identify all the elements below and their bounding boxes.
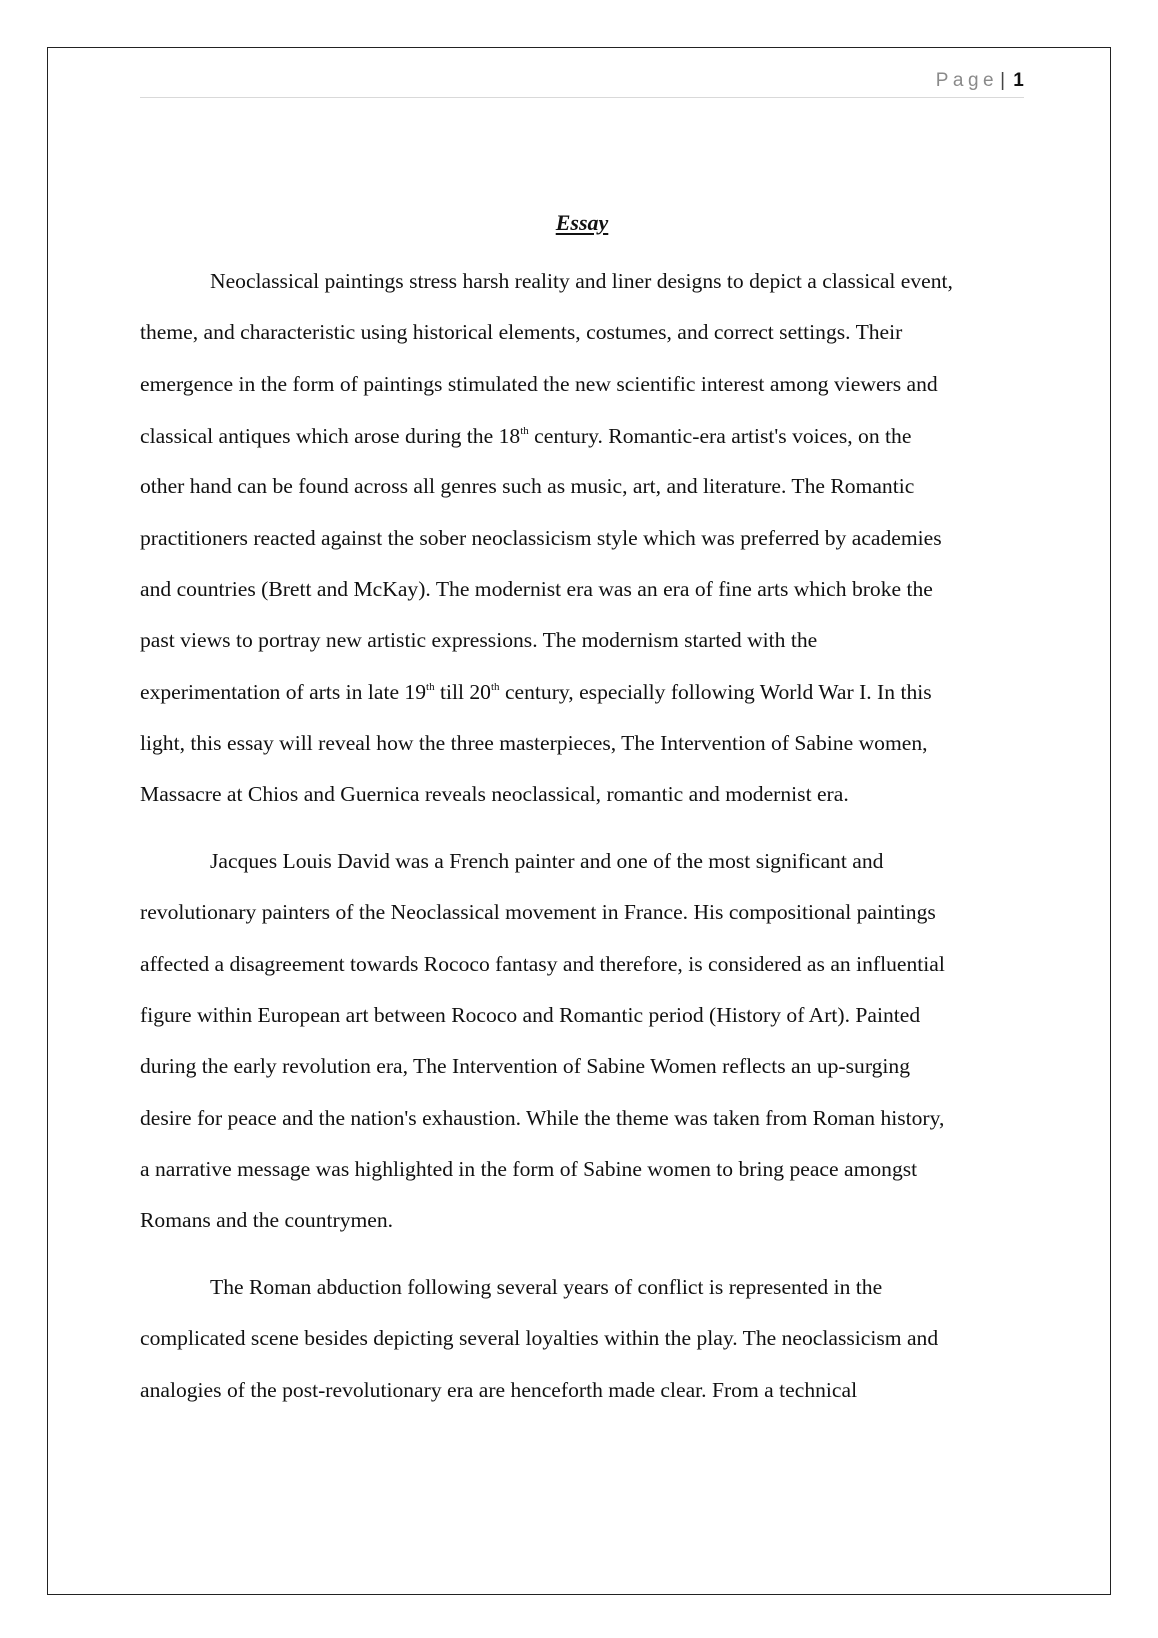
body-line (140, 677, 932, 707)
text-run: experimentation of arts in late 19 (140, 680, 427, 704)
body-line: other hand can be found across all genres such as music, art, and literature. The Romantic (140, 474, 915, 498)
body-line: analogies of the post-revolutionary era are henceforth made clear. From a technical (140, 1378, 858, 1402)
page-separator: | (1000, 70, 1006, 91)
body-line: light, this essay will reveal how the three masterpieces, The Intervention of Sabine women, (140, 731, 928, 755)
body-line: desire for peace and the nation's exhaustion. While the theme was taken from Roman history, (140, 1106, 945, 1130)
body-line: complicated scene besides depicting several loyalties within the play. The neoclassicism and (140, 1326, 939, 1350)
text-run: century. Romantic-era artist's voices, on the (528, 424, 912, 448)
text-run: century, especially following World War I. In this (499, 680, 932, 704)
body-line: The Roman abduction following several years of conflict is represented in the (210, 1275, 883, 1299)
superscript: th (520, 425, 529, 437)
text-run: till 20 (434, 680, 491, 704)
body-line: affected a disagreement towards Rococo fantasy and therefore, is considered as an influential (140, 952, 945, 976)
superscript: th (426, 681, 435, 693)
page-header (140, 66, 1024, 98)
body-line: past views to portray new artistic expressions. The modernism started with the (140, 628, 818, 652)
body-line: during the early revolution era, The Intervention of Sabine Women reflects an up-surging (140, 1054, 911, 1078)
body-line: emergence in the form of paintings stimulated the new scientific interest among viewers and (140, 372, 938, 396)
body-line: practitioners reacted against the sober neoclassicism style which was preferred by academies (140, 526, 942, 550)
body-line: Neoclassical paintings stress harsh reality and liner designs to depict a classical event, (210, 269, 953, 293)
body-line: Jacques Louis David was a French painter and one of the most significant and (210, 849, 884, 873)
body-line: Romans and the countrymen. (140, 1208, 394, 1232)
page-number-label (936, 70, 1024, 92)
body-line: and countries (Brett and McKay). The modernist era was an era of fine arts which broke the (140, 577, 933, 601)
page-number: 1 (1013, 70, 1024, 91)
superscript: th (490, 681, 500, 693)
body-line: revolutionary painters of the Neoclassical movement in France. His compositional paintings (140, 900, 936, 924)
body-line: Massacre at Chios and Guernica reveals neoclassical, romantic and modernist era. (140, 782, 849, 806)
essay-title: Essay (555, 210, 609, 235)
page-word: Page (935, 70, 999, 91)
body-line: figure within European art between Rococo and Romantic period (History of Art). Painted (140, 1003, 921, 1027)
body-line: a narrative message was highlighted in the form of Sabine women to bring peace amongst (140, 1157, 918, 1181)
text-run: classical antiques which arose during the 18 (140, 424, 521, 448)
body-line: theme, and characteristic using historical elements, costumes, and correct settings. Their (140, 320, 903, 344)
body-line (140, 421, 911, 451)
